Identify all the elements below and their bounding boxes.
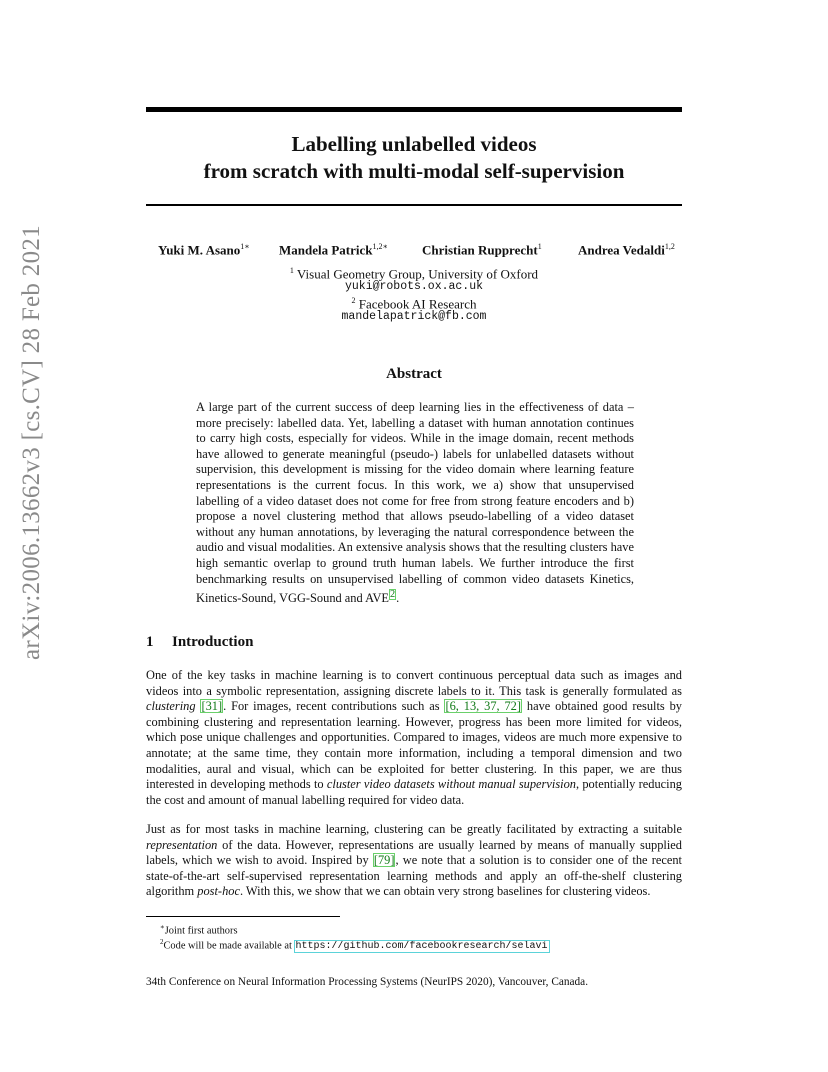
footnote-1: ∗Joint first authors bbox=[160, 923, 238, 937]
section-heading-introduction: 1 Introduction bbox=[146, 634, 254, 650]
abstract-heading: Abstract bbox=[386, 366, 442, 382]
title-line-1: Labelling unlabelled videos bbox=[291, 132, 537, 156]
arxiv-identifier: arXiv:2006.13662v3 [cs.CV] 28 Feb 2021 bbox=[18, 225, 45, 660]
email-asano[interactable]: yuki@robots.ox.ac.uk bbox=[344, 280, 484, 293]
citation-link[interactable]: [79] bbox=[373, 853, 395, 868]
abstract-text: A large part of the current success of deep learning lies in the effectiveness of data – more precisely: labelled data. Yet, labelling a dataset with human annotation continues to carry high costs, especially for videos. While in the image domain, recent methods have allowed to generate meaningful (pseudo-) labels for unlabelled datasets without supervision, this development is missing for the video domain where learning feature representations is the current focus. In this work, we a) show that unsupervised labelling of a video dataset does not come for free from strong feature encoders and b) propose a novel clustering method that allows pseudo-labelling of a video dataset without any human annotations, by leveraging the natural correspondence between the audio and visual modalities. An extensive analysis shows that the resulting clusters have high semantic overlap to ground truth human labels. We further introduce the first benchmarking results on unsupervised labelling of common video datasets Kinetics, Kinetics-Sound, VGG-Sound and AVE$^2$. bbox=[196, 400, 634, 606]
affiliation-facebook: $^2$ Facebook AI Research bbox=[351, 296, 477, 312]
intro-paragraph-2: Just as for most tasks in machine learning, clustering can be greatly facilitated by extracting a suitable representation of the data. However, representations are usually learned by means of manually supplied labels, which we wish to avoid. Inspired by [79], we note that a solution is to consider one of the recent state-of-the-art self-supervised representation learning methods and apply an off-the-shelf clustering algorithm post-hoc. With this, we show that we can obtain very strong baselines for clustering videos. bbox=[146, 822, 682, 899]
intro-paragraph-1: One of the key tasks in machine learning is to convert continuous perceptual data such as images and videos into a symbolic representation, assigning discrete labels to it. This task is generally formulated as clustering [31]. For images, recent contributions such as [6, 13, 37, 72] have obtained good results by combining clustering and representation learning. However, progress has been more limited for videos, which pose unique challenges and opportunities. Compared to images, videos are much more expensive to annotate; at the same time, they contain more information, including a temporal dimension and two modalities, aural and visual, which can be exploited for better clustering. In this paper, we are thus interested in developing methods to cluster video datasets without manual supervision, potentially reducing the cost and amount of manual labelling required for video data. bbox=[146, 668, 682, 807]
title-bottom-rule bbox=[146, 204, 682, 206]
footnote-rule bbox=[146, 916, 340, 917]
footnote-2: $^2$Code will be made available at https://github.com/facebookresearch/selavi bbox=[160, 938, 548, 953]
citation-link[interactable]: [31] bbox=[201, 699, 223, 714]
email-patrick[interactable]: mandelapatrick@fb.com bbox=[341, 310, 487, 323]
author-vedaldi: Andrea Vedaldi$^{1,2}$ bbox=[578, 242, 675, 258]
author-asano: Yuki M. Asano$^{1∗}$ bbox=[158, 242, 250, 258]
venue-note: 34th Conference on Neural Information Processing Systems (NeurIPS 2020), Vancouver, Canada. bbox=[146, 976, 589, 988]
title-line-2: from scratch with multi-modal self-supervision bbox=[203, 159, 625, 183]
code-repository-link[interactable]: https://github.com/facebookresearch/selavi bbox=[295, 941, 548, 953]
footnote-ref-2[interactable]: 2 bbox=[389, 589, 396, 601]
affiliation-oxford: $^1$ Visual Geometry Group, University of Oxford bbox=[289, 266, 539, 282]
author-patrick: Mandela Patrick$^{1,2∗}$ bbox=[279, 242, 388, 258]
title-top-rule bbox=[146, 107, 682, 112]
paper-title bbox=[146, 131, 682, 185]
citation-link[interactable]: [6, 13, 37, 72] bbox=[445, 699, 522, 714]
author-rupprecht: Christian Rupprecht$^1$ bbox=[422, 242, 542, 258]
